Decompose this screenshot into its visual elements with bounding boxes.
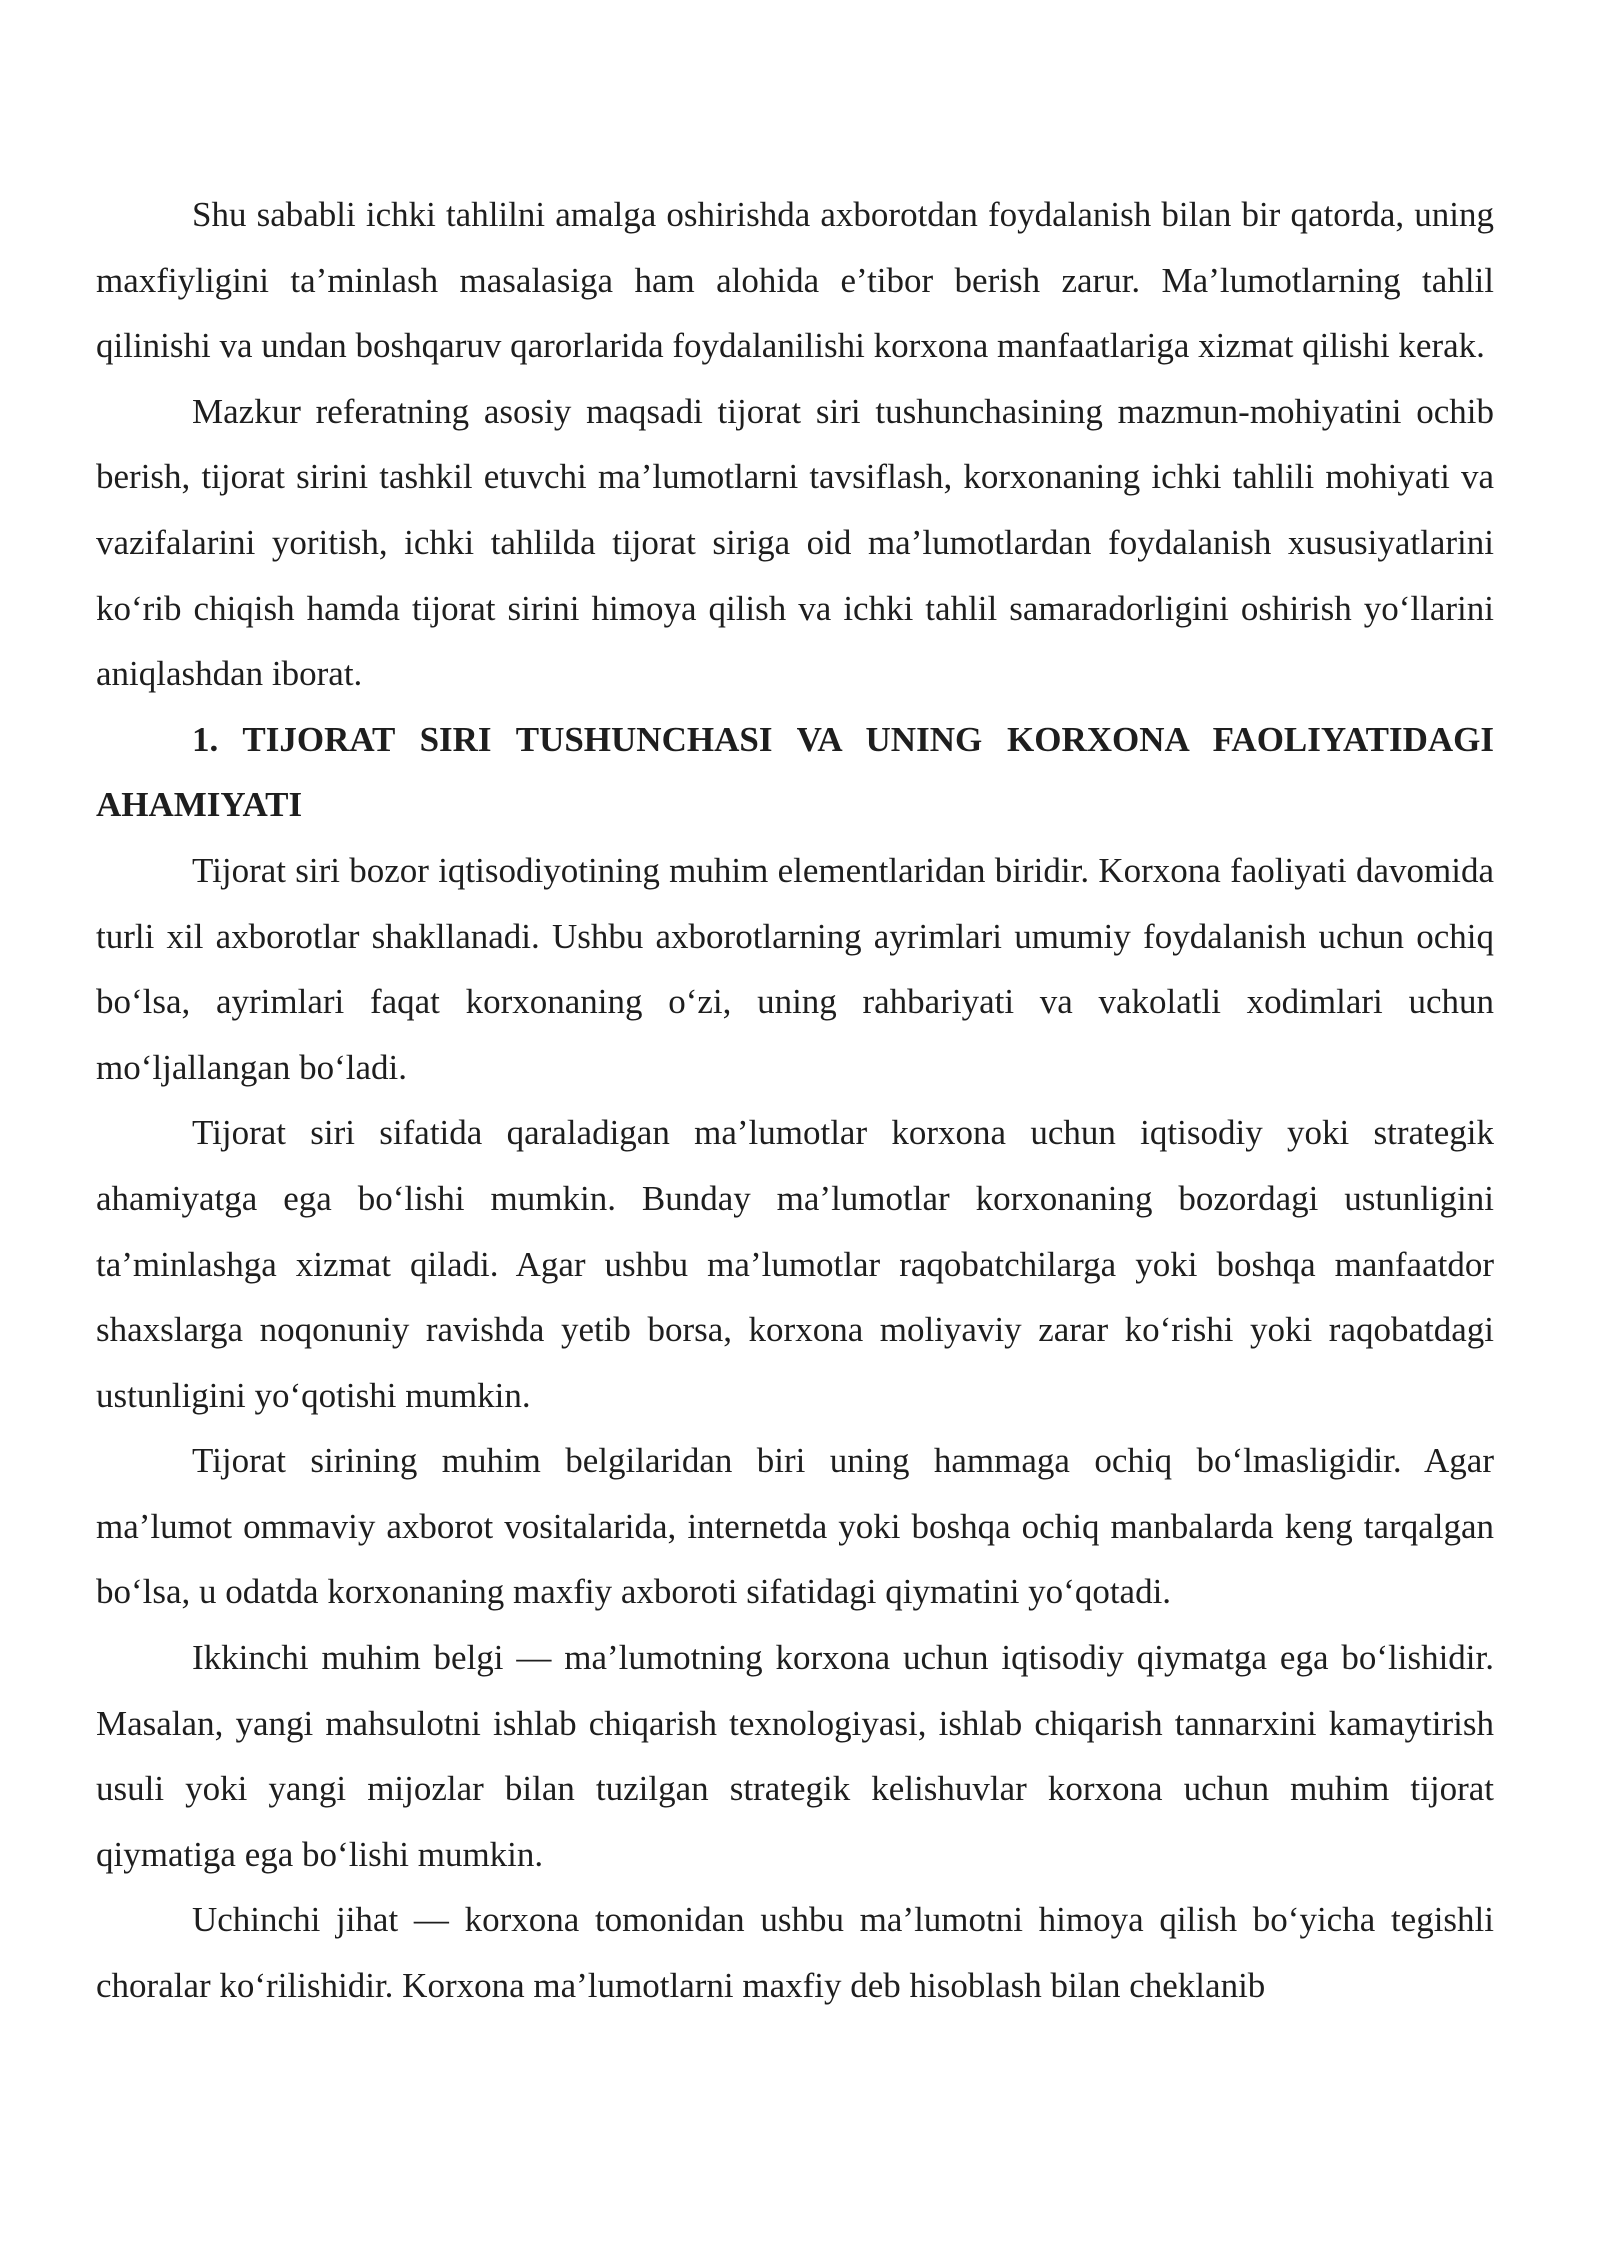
paragraph-referat-aim: Mazkur referatning asosiy maqsadi tijorat siri tushunchasining mazmun-mohiyatini ochib berish, tijorat sirini tashkil etuvchi ma’lumotlarni tavsiflash, korxonaning ichki tahlili mohiyati va vazifalarini yoritish, ichki tahlilda tijorat siriga oid ma’lumotlardan foydalanish xususiyatlarini ko‘rib chiqish hamda tijorat sirini himoya qilish va ichki tahlil samaradorligini oshirish yo‘llarini aniqlashdan iborat.: [96, 391, 1494, 694]
paragraph-strategic-value: Tijorat siri sifatida qaraladigan ma’lumotlar korxona uchun iqtisodiy yoki strategik ahamiyatga ega bo‘lishi mumkin. Bunday ma’lumotlar korxonaning bozordagi ustunligini ta’minlashga xizmat qiladi. Agar ushbu ma’lumotlar raqobatchilarga yoki boshqa manfaatdor shaxslarga noqonuniy ravishda yetib borsa, korxona moliyaviy zarar ko‘rishi yoki raqobatdagi ustunligini yo‘qotishi mumkin.: [96, 1113, 1494, 1415]
paragraph-trade-secret-intro: Tijorat siri bozor iqtisodiyotining muhim elementlaridan biridir. Korxona faoliyati davomida turli xil axborotlar shakllanadi. Ushbu axborotlarning ayrimlari umumiy foydalanish uchun ochiq bo‘lsa, ayrimlari faqat korxonaning o‘zi, uning rahbariyati va vakolatli xodimlari uchun mo‘ljallangan bo‘ladi.: [96, 850, 1494, 1087]
document-page: [96, 182, 1494, 2019]
paragraph-second-feature: Ikkinchi muhim belgi — ma’lumotning korxona uchun iqtisodiy qiymatga ega bo‘lishidir. Masalan, yangi mahsulotni ishlab chiqarish texnologiyasi, ishlab chiqarish tannarxini kamaytirish usuli yoki yangi mijozlar bilan tuzilgan strategik kelishuvlar korxona uchun muhim tijorat qiymatiga ega bo‘lishi mumkin.: [96, 1638, 1494, 1874]
paragraph-first-feature: Tijorat sirining muhim belgilaridan biri uning hammaga ochiq bo‘lmasligidir. Agar ma’lumot ommaviy axborot vositalarida, internetda yoki boshqa ochiq manbalarda keng tarqalgan bo‘lsa, u odatda korxonaning maxfiy axboroti sifatidagi qiymatini yo‘qotadi.: [96, 1441, 1494, 1612]
paragraph-confidentiality: Shu sababli ichki tahlilni amalga oshirishda axborotdan foydalanish bilan bir qatorda, uning maxfiyligini ta’minlash masalasiga ham alohida e’tibor berish zarur. Ma’lumotlarning tahlil qilinishi va undan boshqaruv qarorlarida foydalanilishi korxona manfaatlariga xizmat qilishi kerak.: [96, 195, 1494, 366]
section-heading: 1. TIJORAT SIRI TUSHUNCHASI VA UNING KORXONA FAOLIYATIDAGI AHAMIYATI: [96, 719, 1494, 825]
paragraph-third-feature: Uchinchi jihat — korxona tomonidan ushbu ma’lumotni himoya qilish bo‘yicha tegishli choralar ko‘rilishidir. Korxona ma’lumotlarni maxfiy deb hisoblash bilan cheklanib: [96, 1900, 1494, 2006]
